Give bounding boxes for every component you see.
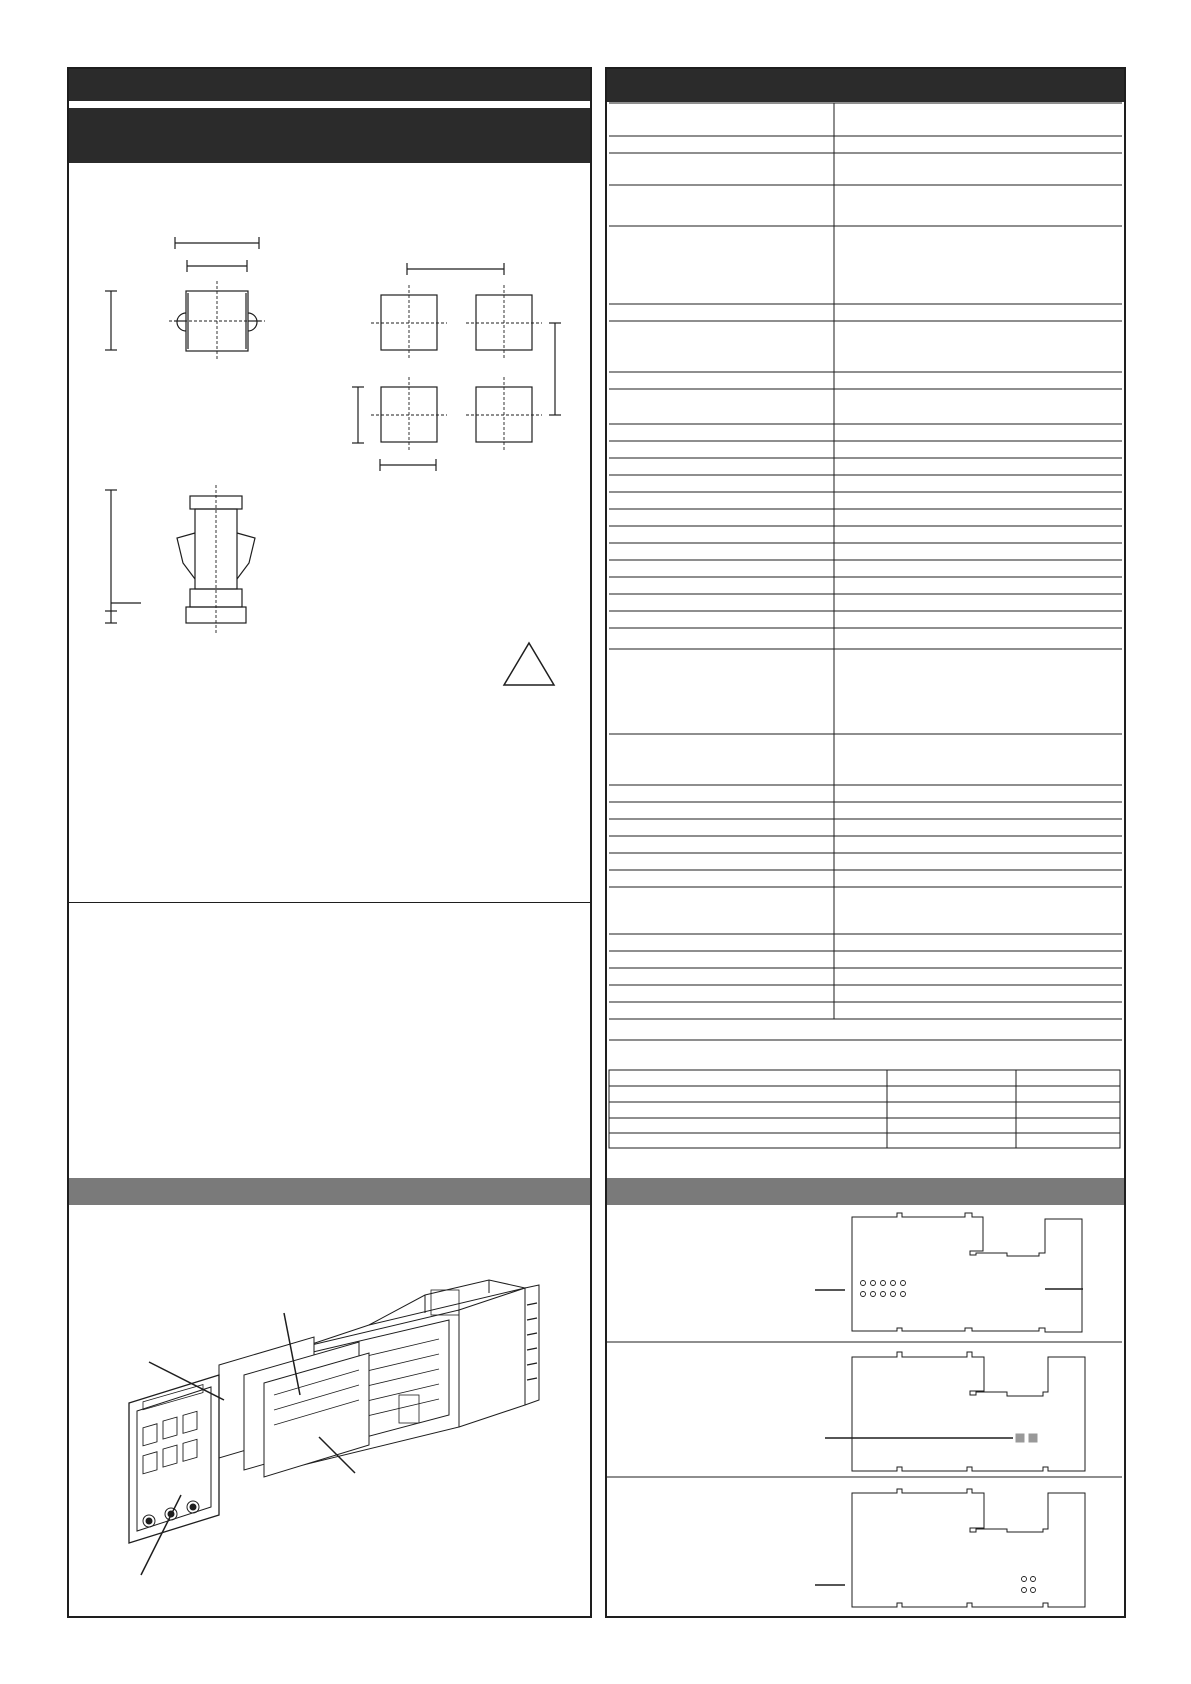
spec-table [605, 100, 1126, 1020]
side-view-drawing [69, 163, 590, 898]
board-3-outline [815, 1489, 1085, 1607]
exploded-assembly-drawing [69, 1215, 590, 1615]
board-1-outline [815, 1213, 1083, 1332]
installation-section [69, 163, 590, 898]
warning-triangle-icon [502, 641, 562, 691]
board-2-outline [825, 1352, 1085, 1471]
left-subtitle-bar [69, 108, 590, 163]
right-title-bar [607, 69, 1124, 102]
board-drawings [605, 1205, 1126, 1615]
left-title-bar [69, 69, 590, 101]
board-section-bar [607, 1178, 1124, 1205]
summary-table [605, 1065, 1126, 1145]
notes-section [69, 903, 590, 1177]
assembly-section-bar [69, 1178, 590, 1205]
